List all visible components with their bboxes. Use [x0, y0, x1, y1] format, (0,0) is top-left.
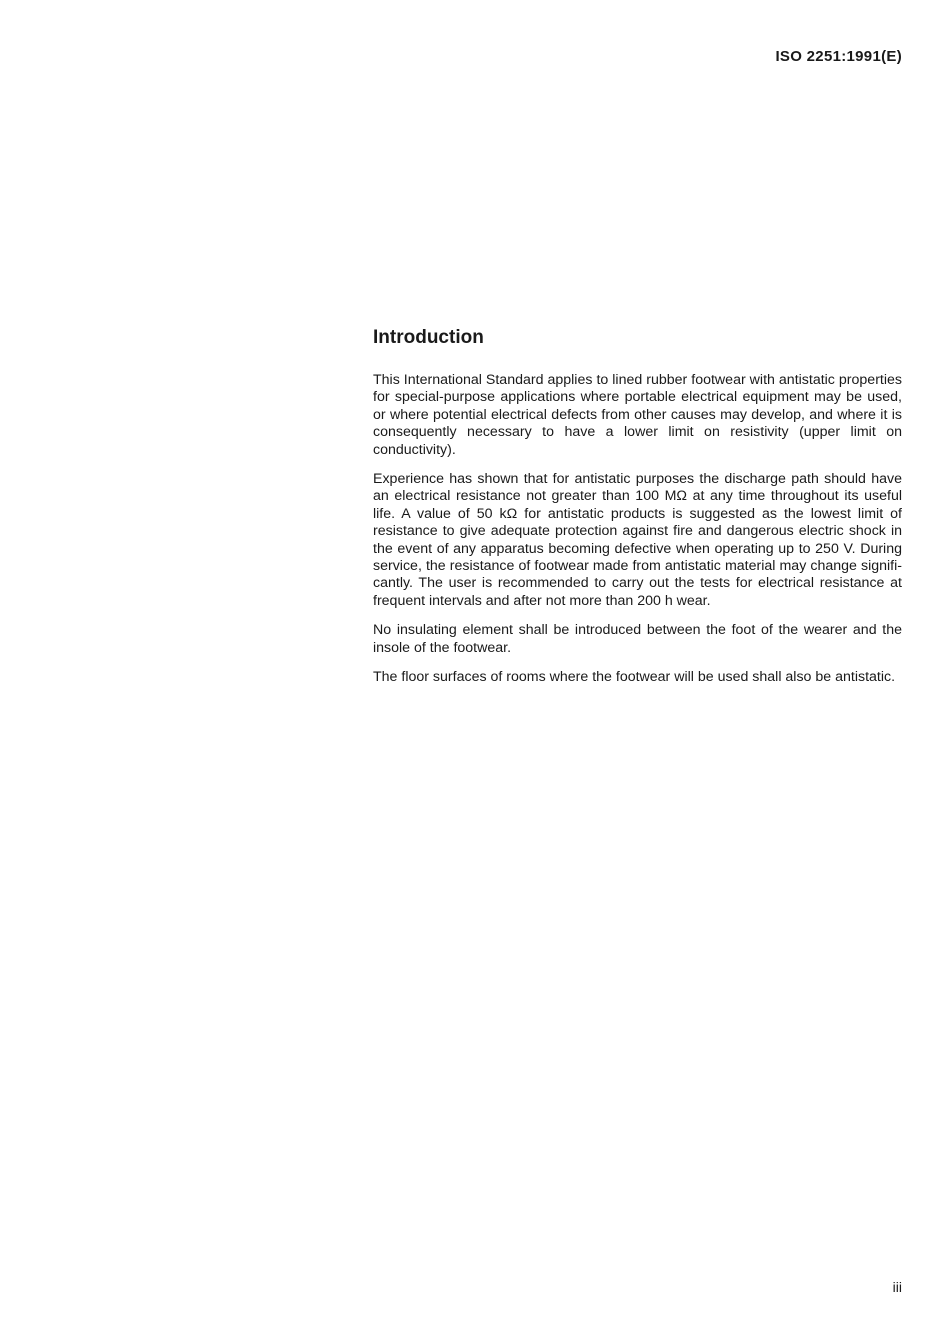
paragraph-resistance: Experience has shown that for antistatic purposes the discharge path should have an electrical resistance not greater than 100 MΩ at any time throughout its useful life. A value of 50 kΩ for antistatic products is suggested as the lowest limit of resistance to give adequate protection against fire and dangerous electric shock in the event of any apparatus becoming defective when operating up to 250 V. During service, the resistance of footwear made from antistatic material may change significantly. The user is recommended to carry out the tests for electrical resistance at frequent intervals and after not more than 200 h wear.: [373, 471, 902, 609]
paragraph-insulating-element: No insulating element shall be introduced between the foot of the wearer and the insole of the footwear.: [373, 622, 902, 656]
paragraph-floor-surfaces: The floor surfaces of rooms where the footwear will be used shall also be antistatic.: [373, 669, 896, 686]
paragraph-scope: This International Standard applies to lined rubber footwear with antistatic properties for special-purpose applications where portable electrical equipment may be used, or where potential electrical defects from other causes may develop, and where it is consequently necessary to have a lower limit on resistivity (upper limit on conductivity).: [373, 372, 902, 458]
section-title: Introduction: [373, 327, 484, 348]
introduction-section: [373, 326, 902, 699]
page-number: iii: [892, 1279, 902, 1295]
document-id-header: ISO 2251:1991(E): [775, 48, 902, 65]
